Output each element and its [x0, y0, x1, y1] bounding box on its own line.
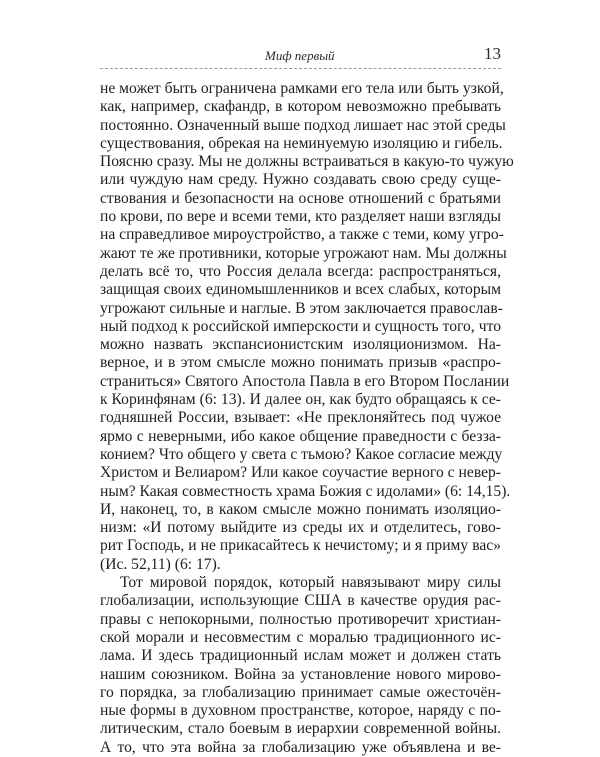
text-line: ные формы в духовном пространстве, которое, наряду с по- — [100, 702, 501, 720]
text-line: ным? Какая совместность храма Божия с идолами» (6: 14,15). — [100, 482, 511, 500]
running-head — [100, 44, 501, 68]
text-line: ярмо с неверными, ибо какое общение праведности с безза- — [100, 427, 501, 445]
text-line: постоянно. Означенный выше подход лишает нас этой среды — [100, 116, 506, 134]
text-line: верное, и в этом смысле можно понимать призыв «распро- — [100, 354, 501, 372]
text-line: по крови, по вере и всеми теми, кто разделяет наши взгляды — [100, 208, 501, 226]
text-line: лама. И здесь традиционный ислам может и должен стать — [100, 647, 501, 665]
text-line: го порядка, за глобализацию принимает самые ожесточён- — [100, 683, 501, 701]
paragraph — [100, 574, 501, 757]
text-line: И, наконец, то, в каком смысле можно понимать изоляцио- — [100, 500, 501, 518]
text-line: на справедливое мироустройство, а также с теми, кому угро- — [100, 226, 504, 244]
text-line: правы с непокорными, полностью противоречит христиан- — [100, 610, 501, 628]
text-line: годняшней России, взывает: «Не преклоняйтесь под чужое — [100, 409, 501, 427]
text-line: не может быть ограничена рамками его тела или быть узкой, — [100, 80, 504, 97]
text-line: существования, обрекая на неминуемую изоляцию и гибель. — [100, 134, 503, 152]
text-line: делать всё то, что Россия делала всегда: распространяться, — [100, 262, 501, 280]
text-line: можно назвать экспансионистским изоляционизмом. На- — [100, 336, 501, 354]
text-line: конием? Что общего у света с тьмою? Какое согласие между — [100, 445, 503, 463]
text-line: низм: «И потому выйдите из среды их и отделитесь, гово- — [100, 519, 501, 537]
paragraph — [100, 80, 514, 574]
page-number: 13 — [484, 44, 501, 63]
body-text — [100, 80, 514, 757]
text-line: А то, что эта война за глобализацию уже объявлена и ве- — [100, 738, 501, 756]
text-line: защищая своих единомышленников и всех слабых, которым — [100, 281, 501, 299]
text-line: глобализации, использующие США в качестве орудия рас- — [100, 592, 501, 610]
text-line: Христом и Велиаром? Или какое соучастие верного с невер- — [100, 464, 501, 482]
running-title: Миф первый — [265, 48, 335, 63]
text-line: угрожают сильные и наглые. В этом заключается православ- — [100, 299, 503, 317]
text-line: ный подход к российской имперскости и сущность того, что — [100, 317, 501, 335]
text-line: Тот мировой порядок, который навязывают миру силы — [120, 574, 501, 592]
text-line: страниться» Святого Апостола Павла в его Втором Послании — [100, 372, 510, 390]
text-line: ской морали и несовместим с моралью традиционного ис- — [100, 628, 501, 646]
text-line: или чуждую нам среду. Нужно создавать свою среду суще- — [100, 171, 501, 189]
text-line: нашим союзником. Война за установление нового мирово- — [100, 665, 501, 683]
text-line: жают те же противники, которые угрожают нам. Мы должны — [100, 244, 507, 262]
text-line: (Ис. 52,11) (6: 17). — [100, 555, 221, 573]
text-line: Поясню сразу. Мы не должны встраиваться в какую-то чужую — [100, 153, 514, 171]
text-line: ствования и безопасности на основе отношений с братьями — [100, 189, 501, 207]
header-divider — [100, 68, 501, 69]
text-line: к Коринфянам (6: 13). И далее он, как будто обращаясь к се- — [100, 391, 501, 409]
text-line: как, например, скафандр, в котором невозможно пребывать — [100, 98, 501, 116]
text-line: рит Господь, и не прикасайтесь к нечистому; и я приму вас» — [100, 537, 501, 555]
text-line: литическим, стало боевым в иерархии современной войны. — [100, 720, 501, 738]
